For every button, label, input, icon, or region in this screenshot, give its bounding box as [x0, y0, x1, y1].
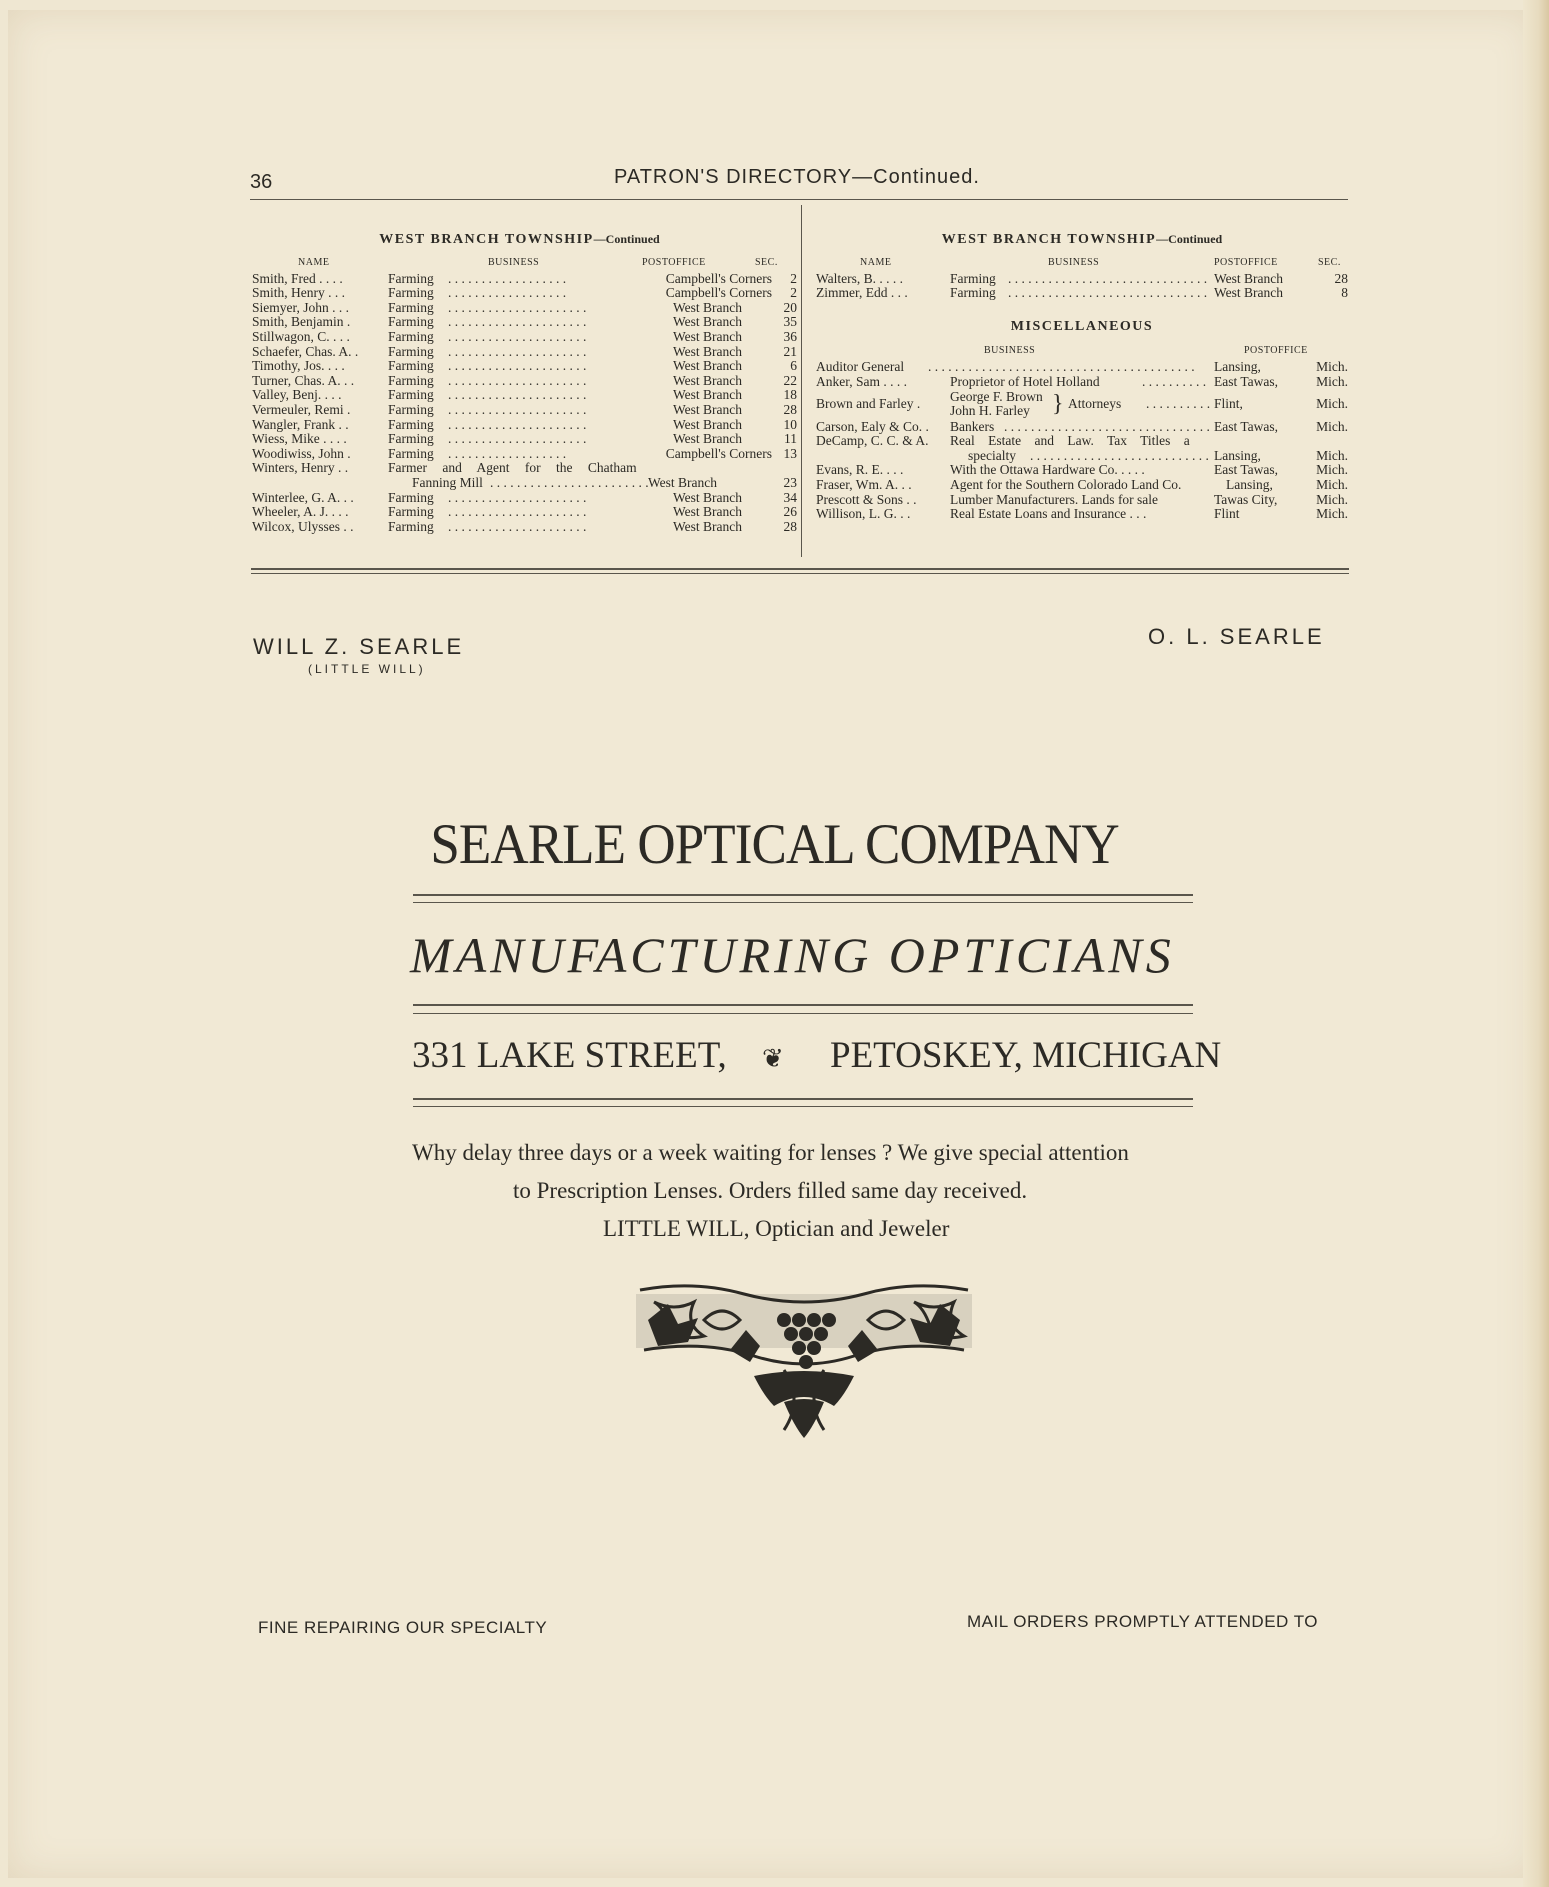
cell-postoffice: West Branch [672, 489, 742, 505]
cell-postoffice: West Branch [672, 328, 742, 344]
table-row [252, 299, 797, 316]
page-number: 36 [250, 171, 273, 193]
cell-postoffice: West Branch [672, 343, 742, 359]
rule-2 [413, 1004, 1193, 1006]
cell-name: Wangler, Frank . . [252, 416, 349, 432]
table-row [252, 358, 797, 374]
cell-name: Smith, Henry . . . [252, 285, 345, 301]
body-line-2: to Prescription Lenses. Orders filled same day received. [513, 1178, 1028, 1203]
cell-postoffice: West Branch [672, 358, 742, 374]
cell-business: Farming [388, 328, 434, 344]
misc-row: specialty . . . Lansing, Mich. [816, 449, 1348, 464]
cell-postoffice: West Branch [1214, 270, 1284, 286]
cell-postoffice: West Branch [672, 518, 742, 534]
cell-name: Zimmer, Edd . . . [816, 285, 908, 301]
table-row [252, 343, 797, 360]
cell-postoffice: West Branch [672, 431, 742, 447]
right-column-headers: NAME BUSINESS POSTOFFICE SEC. [860, 256, 1341, 268]
table-row [252, 387, 797, 403]
col-business: BUSINESS [488, 256, 540, 268]
table-row [252, 431, 797, 447]
cell-sec: 22 [783, 372, 797, 388]
cell-business: Farming [388, 358, 434, 374]
directory-bottom-rule [251, 568, 1349, 570]
cell-sec: 20 [783, 299, 797, 315]
misc-row: Fraser, Wm. A. . . Agent for the Southern Colorado Land Co. Lansing, Mich. [816, 476, 1348, 492]
address-city: PETOSKEY, MICHIGAN [830, 1035, 1222, 1076]
cell-name: Stillwagon, C. . . . [252, 328, 350, 344]
table-row [252, 489, 797, 506]
leader-dots [448, 286, 568, 301]
cell-business: Farming [388, 285, 434, 301]
cell-sec: 6 [790, 358, 797, 374]
cell-name: Valley, Benj. . . . [252, 387, 342, 403]
cell-name: Turner, Chas. A. . . [252, 372, 355, 388]
cell-sec: 35 [783, 314, 797, 330]
left-rows [252, 270, 797, 462]
cell-name: Walters, B. . . . . [816, 270, 904, 286]
table-row [252, 504, 797, 520]
misc-row: Brown and Farley . George F. Brown John H. Farley } Attorneys . . . Flint, Mich. [816, 390, 1348, 420]
cell-postoffice: Campbell's Corners [665, 445, 772, 461]
right-rows [816, 272, 1348, 301]
column-divider [801, 205, 802, 557]
cell-name: Winterlee, G. A. . . [252, 489, 354, 505]
misc-column-headers: BUSINESS POSTOFFICE [984, 345, 1308, 357]
tagline: MANUFACTURING OPTICIANS [410, 927, 1175, 983]
left-column-headers [252, 256, 787, 272]
rule-3b [413, 1106, 1193, 1107]
cell-sec: 28 [1334, 270, 1348, 286]
misc-title: MISCELLANEOUS [1010, 318, 1154, 334]
header-rule [250, 199, 1348, 200]
directory-bottom-rule-2 [251, 573, 1349, 574]
leader-dots [448, 272, 568, 287]
rule-2b [413, 1013, 1193, 1014]
cell-business: Farming [388, 372, 434, 388]
table-row [252, 314, 797, 330]
cell-name: Vermeuler, Remi . [252, 401, 351, 417]
cell-postoffice: West Branch [672, 401, 742, 417]
rule-1 [413, 894, 1193, 896]
cell-business: Farming [388, 314, 434, 330]
cell-sec: 13 [783, 445, 797, 461]
body-line-1: Why delay three days or a week waiting for lenses ? We give special attention [412, 1140, 1129, 1165]
right-section-title: WEST BRANCH TOWNSHIP—Continued [941, 232, 1223, 247]
cell-name: Timothy, Jos. . . . [252, 358, 345, 374]
cell-name: Wiess, Mike . . . . [252, 431, 347, 447]
page-title: PATRON'S DIRECTORY—Continued. [614, 166, 980, 188]
cell-sec: 10 [783, 416, 797, 432]
body-line-3: LITTLE WILL, Optician and Jeweler [603, 1216, 950, 1241]
cell-sec: 26 [783, 504, 797, 520]
cell-business: Farming [388, 299, 434, 315]
grape-vine-ornament-icon [634, 1280, 974, 1440]
cell-sec: 28 [783, 518, 797, 534]
table-row [252, 372, 797, 389]
little-will-sub: (LITTLE WILL) [308, 662, 426, 676]
page-edge [1523, 0, 1549, 1887]
cell-business: Farming [388, 518, 434, 534]
left-section-title: WEST BRANCH TOWNSHIP—Continued [379, 232, 660, 247]
misc-row: Prescott & Sons . . Lumber Manufacturers. Lands for sale Tawas City, Mich. [816, 491, 1348, 507]
cell-name: Woodiwiss, John . [252, 445, 351, 461]
table-row [252, 328, 797, 345]
cell-sec: 11 [784, 431, 797, 447]
cell-name: Schaefer, Chas. A. . [252, 343, 359, 359]
misc-row: Auditor General . . . Lansing, Mich. [816, 360, 1348, 375]
table-row [252, 401, 797, 418]
table-row [252, 285, 797, 301]
leader-dots [448, 447, 568, 462]
will-searle-name: WILL Z. SEARLE [253, 634, 465, 659]
rule-1b [413, 902, 1193, 903]
misc-row: Willison, L. G. . . Real Estate Loans and Insurance . . . Flint Mich. [816, 506, 1348, 522]
cell-postoffice: West Branch [672, 372, 742, 388]
leader-dots [1008, 286, 1210, 301]
footer-right: MAIL ORDERS PROMPTLY ATTENDED TO [967, 1612, 1319, 1631]
cell-postoffice: West Branch [672, 299, 742, 315]
table-row: Winters, Henry . . Farmer and Agent for the Chatham [252, 460, 637, 476]
cell-business: Farming [388, 387, 434, 403]
table-row [252, 270, 797, 287]
cell-business: Farming [388, 343, 434, 359]
company-name: SEARLE OPTICAL COMPANY [430, 813, 1119, 876]
cell-postoffice: Campbell's Corners [665, 270, 772, 286]
cell-postoffice: West Branch [672, 314, 742, 330]
cell-sec: 28 [783, 401, 797, 417]
cell-postoffice: West Branch [672, 387, 742, 403]
cell-name: Siemyer, John . . . [252, 299, 349, 315]
cell-business: Farming [388, 401, 434, 417]
leader-dots [1008, 272, 1210, 287]
table-row [816, 272, 1348, 287]
left-rows-after [252, 489, 797, 535]
misc-row: Carson, Ealy & Co. . Bankers . . . East Tawas, Mich. [816, 420, 1348, 435]
cell-name: Smith, Fred . . . . [252, 270, 343, 286]
cell-business: Farming [950, 270, 996, 286]
address-street: 331 LAKE STREET, [412, 1035, 727, 1076]
cell-sec: 36 [783, 328, 797, 344]
misc-row: Anker, Sam . . . . Proprietor of Hotel Holland . . . East Tawas, Mich. [816, 375, 1348, 390]
right-directory [816, 232, 1348, 522]
cell-postoffice: West Branch [1214, 285, 1284, 301]
cell-name: Smith, Benjamin . [252, 314, 351, 330]
cell-sec: 21 [783, 343, 797, 359]
cell-business: Farming [388, 270, 434, 286]
table-row [816, 286, 1348, 301]
cell-sec: 34 [783, 489, 797, 505]
cell-sec: 8 [1341, 285, 1348, 301]
cell-business: Farming [388, 489, 434, 505]
col-postoffice: POSTOFFICE [642, 256, 706, 268]
cell-business: Farming [388, 416, 434, 432]
footer-left: FINE REPAIRING OUR SPECIALTY [258, 1618, 548, 1637]
cell-business: Farming [388, 445, 434, 461]
cell-postoffice: West Branch [672, 416, 742, 432]
rule-3 [413, 1098, 1193, 1100]
col-name: NAME [298, 256, 330, 268]
ol-searle-name: O. L. SEARLE [1148, 624, 1325, 649]
misc-row: Evans, R. E. . . . With the Ottawa Hardware Co. . . . . East Tawas, Mich. [816, 462, 1348, 478]
table-row [252, 416, 797, 433]
cell-sec: 2 [790, 285, 797, 301]
left-directory [252, 232, 797, 534]
table-row [252, 518, 797, 535]
cell-sec: 2 [790, 270, 797, 286]
cell-sec: 18 [783, 387, 797, 403]
fleuron-icon: ❦ [762, 1044, 784, 1073]
cell-business: Farming [388, 504, 434, 520]
misc-row: DeCamp, C. C. & A. Real Estate and Law. Tax Titles a [816, 433, 1190, 449]
cell-business: Farming [950, 285, 996, 301]
table-row: Fanning Mill . . . West Branch 23 [252, 476, 787, 491]
cell-business: Farming [388, 431, 434, 447]
cell-postoffice: West Branch [672, 504, 742, 520]
cell-name: Wilcox, Ulysses . . [252, 518, 354, 534]
cell-postoffice: Campbell's Corners [665, 285, 772, 301]
cell-name: Wheeler, A. J. . . . [252, 504, 349, 520]
col-sec: SEC. [755, 256, 778, 268]
table-row [252, 445, 797, 462]
